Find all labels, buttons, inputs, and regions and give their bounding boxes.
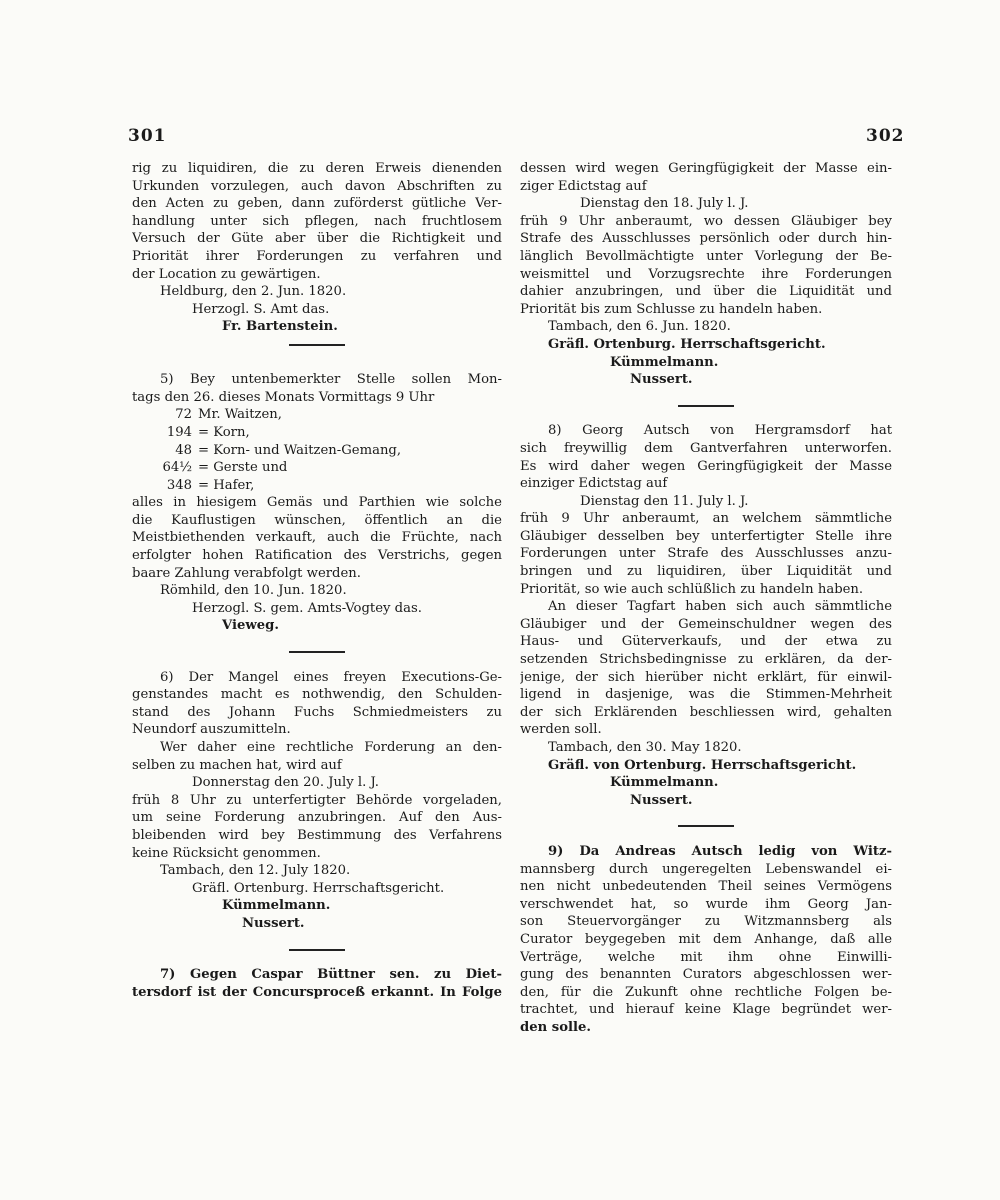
text-line: dahier anzubringen, und über die Liquidität und	[520, 284, 892, 300]
section-divider	[520, 817, 892, 835]
office-signature: Herzogl. S. Amt das.	[192, 301, 330, 317]
text-line: einziger Edictstag auf	[520, 476, 668, 492]
official-name: Nussert.	[630, 372, 693, 388]
text-line: Gläubiger desselben bey unterfertigter Stelle ihre	[520, 528, 892, 544]
place-date: Tambach, den 6. Jun. 1820.	[548, 319, 731, 335]
text-line: um seine Forderung anzubringen. Auf den Aus-	[132, 810, 502, 826]
text-line: gung des benannten Curators abgeschlossen wer-	[520, 967, 892, 983]
grain-item	[132, 406, 502, 424]
right-column	[520, 160, 892, 1037]
text-line: der Location zu gewärtigen.	[132, 266, 321, 282]
text-line: dessen wird wegen Geringfügigkeit der Masse ein-	[520, 161, 892, 176]
text-line: nen nicht unbedeutenden Theil seines Vermögens	[520, 879, 892, 895]
text-line: länglich Bevollmächtigte unter Vorlegung der Be-	[520, 248, 892, 264]
text-line: tags den 26. dieses Monats Vormittags 9 Uhr	[132, 389, 435, 405]
grain-qty: 72	[175, 407, 192, 423]
text-line: tersdorf ist der Concursproceß erkannt. In Folge	[132, 984, 502, 1000]
official-name: Kümmelmann.	[610, 354, 719, 370]
grain-item	[132, 477, 502, 495]
text-line: ligend in dasjenige, was die Stimmen-Mehrheit	[520, 687, 892, 703]
text-line: Urkunden vorzulegen, auch davon Abschriften zu	[132, 178, 502, 194]
text-line: Priorität, so wie auch schlüßlich zu handeln haben.	[520, 581, 864, 597]
text-line: Versuch der Güte aber über die Richtigkeit und	[132, 231, 502, 247]
office-signature: Gräfl. von Ortenburg. Herrschaftsgericht.	[548, 757, 857, 773]
text-line: sich freywillig dem Gantverfahren unterworfen.	[520, 440, 892, 456]
text-line: Haus- und Güterverkaufs, und der etwa zu	[520, 634, 892, 650]
text-line: 8) Georg Autsch von Hergramsdorf hat	[548, 423, 892, 439]
text-line: Wer daher eine rechtliche Forderung an den-	[160, 740, 502, 755]
grain-qty: 194	[166, 424, 192, 440]
official-name: Nussert.	[630, 792, 693, 808]
text-line: Verträge, welche mit ihm ohne Einwilli-	[520, 949, 892, 965]
text-line: An dieser Tagfart haben sich auch sämmtliche	[548, 599, 892, 615]
place-date: Tambach, den 12. July 1820.	[160, 863, 351, 879]
hearing-date: Donnerstag den 20. July l. J.	[192, 775, 379, 791]
grain-item	[132, 459, 502, 477]
notice-7-continuation	[520, 160, 892, 389]
text-line: rig zu liquidiren, die zu deren Erweis dienenden	[132, 161, 502, 176]
text-line: werden soll.	[520, 722, 602, 738]
text-line: Priorität bis zum Schlusse zu handeln haben.	[520, 301, 823, 317]
text-line: der sich Erklärenden beschliessen wird, gehalten	[520, 704, 892, 720]
text-line: früh 8 Uhr zu unterfertigter Behörde vorgeladen,	[132, 792, 502, 808]
notice-8	[520, 422, 892, 809]
grain-text: = Korn,	[198, 424, 250, 440]
place-date: Tambach, den 30. May 1820.	[548, 740, 742, 755]
text-line: 9) Da Andreas Autsch ledig von Witz-	[548, 843, 892, 859]
text-line: Es wird daher wegen Geringfügigkeit der Masse	[520, 458, 892, 474]
text-line: handlung unter sich pflegen, nach fruchtlosem	[132, 213, 502, 229]
text-line: genstandes macht es nothwendig, den Schulden-	[132, 687, 502, 703]
left-column	[132, 160, 502, 1001]
official-name: Kümmelmann.	[610, 775, 719, 791]
grain-qty: 64½	[162, 460, 192, 476]
office-signature: Herzogl. S. gem. Amts-Vogtey das.	[192, 600, 422, 616]
official-name: Vieweg.	[222, 618, 279, 634]
text-line: verschwendet hat, so wurde ihm Georg Jan-	[520, 896, 892, 912]
section-divider	[132, 643, 502, 661]
grain-item	[132, 424, 502, 442]
text-line: trachtet, und hierauf keine Klage begründet wer-	[520, 1002, 892, 1018]
text-line: früh 9 Uhr anberaumt, an welchem sämmtliche	[520, 511, 892, 527]
text-line: mannsberg durch ungeregelten Lebenswandel ei-	[520, 861, 892, 877]
notice-5	[132, 371, 502, 635]
hearing-date: Dienstag den 18. July l. J.	[580, 196, 749, 212]
grain-text: Mr. Waitzen,	[198, 407, 282, 423]
hearing-date: Dienstag den 11. July l. J.	[580, 493, 749, 509]
text-line: alles in hiesigem Gemäs und Parthien wie solche	[132, 495, 502, 511]
official-name: Kümmelmann.	[222, 898, 331, 914]
page-number-left: 301	[128, 126, 167, 146]
text-line: selben zu machen hat, wird auf	[132, 757, 342, 773]
text-line: den Acten zu geben, dann zuförderst gütliche Ver-	[132, 196, 502, 212]
text-line: son Steuervorgänger zu Witzmannsberg als	[520, 914, 892, 930]
official-name: Nussert.	[242, 915, 305, 931]
notice-6	[132, 669, 502, 933]
place-date: Heldburg, den 2. Jun. 1820.	[160, 284, 347, 300]
text-line: Meistbiethenden verkauft, auch die Früchte, nach	[132, 530, 502, 546]
text-line: 6) Der Mangel eines freyen Executions-Ge-	[160, 669, 502, 685]
office-signature: Gräfl. Ortenburg. Herrschaftsgericht.	[548, 336, 826, 352]
text-line: 5) Bey untenbemerkter Stelle sollen Mon-	[160, 372, 502, 388]
text-line: 7) Gegen Caspar Büttner sen. zu Diet-	[160, 967, 502, 983]
text-line: Neundorf auszumitteln.	[132, 722, 291, 738]
text-line: bleibenden wird bey Bestimmung des Verfahrens	[132, 827, 502, 843]
text-line: den solle.	[520, 1019, 592, 1035]
text-line: Priorität ihrer Forderungen zu verfahren und	[132, 248, 502, 264]
grain-text: = Korn- und Waitzen-Gemang,	[198, 442, 402, 458]
grain-qty: 348	[166, 477, 192, 493]
place-date: Römhild, den 10. Jun. 1820.	[160, 583, 347, 599]
text-line: Forderungen unter Strafe des Ausschlusses anzu-	[520, 546, 892, 562]
text-line: den, für die Zukunft ohne rechtliche Folgen be-	[520, 984, 892, 1000]
text-line: stand des Johann Fuchs Schmiedmeisters zu	[132, 704, 502, 720]
notice-7	[132, 966, 502, 1001]
text-line: Gläubiger und der Gemeinschuldner wegen des	[520, 616, 892, 632]
text-line: baare Zahlung verabfolgt werden.	[132, 565, 361, 581]
text-line: weismittel und Vorzugsrechte ihre Forderungen	[520, 266, 892, 282]
text-line: jenige, der sich hierüber nicht erklärt, für einwil-	[520, 669, 892, 685]
page-number-right: 302	[866, 126, 905, 146]
office-signature: Gräfl. Ortenburg. Herrschaftsgericht.	[192, 880, 445, 896]
text-line: erfolgter hohen Ratification des Verstrichs, gegen	[132, 548, 502, 564]
text-line: früh 9 Uhr anberaumt, wo dessen Gläubiger bey	[520, 213, 892, 229]
text-line: ziger Edictstag auf	[520, 178, 647, 194]
text-line: Curator beygegeben mit dem Anhange, daß alle	[520, 931, 892, 947]
grain-item	[132, 442, 502, 460]
official-name: Fr. Bartenstein.	[222, 319, 338, 335]
text-line: Strafe des Ausschlusses persönlich oder durch hin-	[520, 231, 892, 247]
grain-qty: 48	[175, 442, 192, 458]
notice-continuation	[132, 160, 502, 336]
notice-9	[520, 843, 892, 1037]
section-divider	[132, 336, 502, 354]
grain-text: = Hafer,	[198, 477, 255, 493]
text-line: setzenden Strichsbedingnisse zu erklären, da der-	[520, 652, 892, 668]
text-line: keine Rücksicht genommen.	[132, 845, 321, 861]
section-divider	[520, 397, 892, 415]
section-divider	[132, 941, 502, 959]
text-line: bringen und zu liquidiren, über Liquidität und	[520, 564, 892, 580]
text-line: die Kauflustigen wünschen, öffentlich an die	[132, 512, 502, 528]
grain-text: = Gerste und	[198, 460, 288, 476]
